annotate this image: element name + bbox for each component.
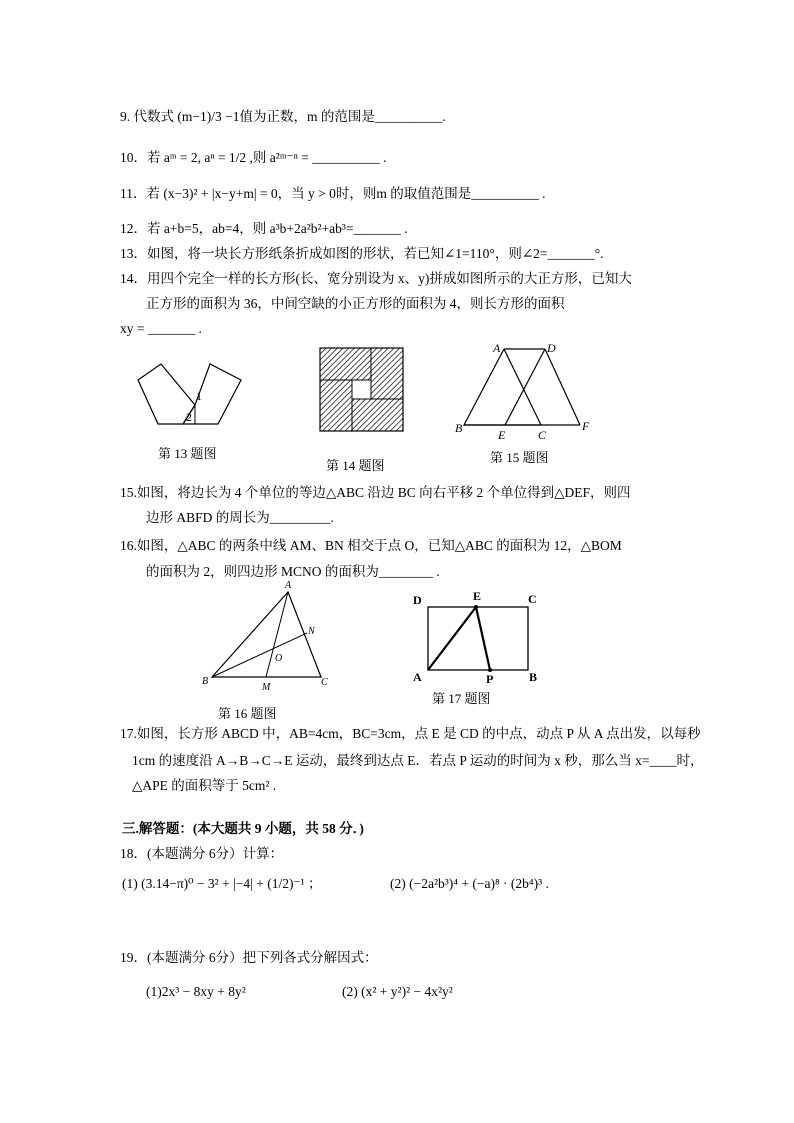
question-18: 18．(本题满分 6分）计算： — [120, 846, 284, 861]
fig15-label-F: F — [582, 419, 590, 433]
question-17-line1: 17.如图，长方形 ABCD 中，AB=4cm，BC=3cm，点 E 是 CD 的中点，动点 P 从 A 点出发，以每秒 — [120, 726, 701, 741]
question-12: 12．若 a+b=5，ab=4，则 a³b+2a²b²+ab³=_______ . — [120, 221, 408, 236]
section-3-heading: 三.解答题：(本大题共 9 小题，共 58 分．) — [122, 821, 364, 836]
fig16-label-C: C — [321, 677, 328, 688]
fig17-label-P: P — [486, 672, 494, 686]
figure-15 — [455, 340, 595, 440]
figure-14 — [320, 348, 403, 431]
question-17-line3: △APE 的面积等于 5cm² . — [132, 778, 277, 793]
fig16-label-N: N — [308, 626, 315, 637]
question-18-part1: (1) (3.14−π)⁰ − 3² + |−4| + (1/2)⁻¹ ； — [122, 876, 322, 891]
fig15-caption: 第 15 题图 — [490, 450, 549, 465]
question-13: 13．如图，将一块长方形纸条折成如图的形状，若已知∠1=110°，则∠2=_______°. — [120, 246, 604, 261]
fig13-label-1: 1 — [196, 389, 202, 403]
question-11: 11．若 (x−3)² + |x−y+m| = 0，当 y > 0时，则m 的取值范围是__________ . — [120, 186, 546, 201]
fig16-label-M: M — [262, 682, 271, 693]
question-14-line3: xy = _______ . — [120, 321, 202, 336]
fig17-label-B: B — [529, 670, 538, 684]
fig16-caption: 第 16 题图 — [218, 706, 277, 721]
question-9: 9. 代数式 (m−1)/3 −1值为正数，m 的范围是__________. — [120, 109, 446, 124]
fig13-caption: 第 13 题图 — [158, 446, 217, 461]
question-14-line1: 14．用四个完全一样的长方形(长、宽分别设为 x、y)拼成如图所示的大正方形，已知大 — [120, 271, 632, 286]
question-19-part1: (1)2x³ − 8xy + 8y² — [146, 984, 246, 999]
question-10: 10．若 aᵐ = 2, aⁿ = 1/2 ,则 a²ᵐ⁻ⁿ = __________ . — [120, 150, 387, 165]
figure-16 — [200, 578, 335, 693]
fig15-label-D: D — [547, 341, 556, 355]
question-18-part2: (2) (−2a²b³)⁴ + (−a)⁸ · (2b⁴)³ . — [390, 876, 549, 891]
fig17-label-A: A — [413, 670, 422, 684]
fig17-label-E: E — [473, 589, 482, 603]
question-17-line2: 1cm 的速度沿 A→B→C→E 运动，最终到达点 E．若点 P 运动的时间为 x 秒，那么当 x=____时， — [132, 753, 704, 768]
question-15-line2: 边形 ABFD 的周长为_________. — [146, 510, 334, 525]
fig16-label-A: A — [285, 580, 292, 591]
fig16-label-O: O — [275, 653, 283, 664]
question-16-line2: 的面积为 2，则四边形 MCNO 的面积为________ . — [146, 564, 440, 579]
fig15-label-B: B — [455, 421, 463, 435]
fig15-label-E: E — [498, 428, 506, 442]
figure-17 — [410, 590, 545, 685]
question-19: 19．(本题满分 6分）把下列各式分解因式： — [120, 950, 378, 965]
fig17-label-C: C — [528, 592, 537, 606]
figure-13 — [138, 360, 248, 430]
question-16-line1: 16.如图，△ABC 的两条中线 AM、BN 相交于点 O，已知△ABC 的面积为 12，△BOM — [120, 538, 622, 553]
question-15-line1: 15.如图，将边长为 4 个单位的等边△ABC 沿边 BC 向右平移 2 个单位得到△DEF，则四 — [120, 485, 631, 500]
question-19-part2: (2) (x² + y²)² − 4x²y² — [342, 984, 453, 999]
fig13-label-2: 2 — [186, 410, 192, 424]
question-14-line2: 正方形的面积为 36，中间空缺的小正方形的面积为 4，则长方形的面积 — [146, 296, 565, 311]
fig15-label-A: A — [493, 341, 501, 355]
fig17-label-D: D — [413, 593, 422, 607]
fig14-caption: 第 14 题图 — [326, 458, 385, 473]
fig17-caption: 第 17 题图 — [432, 691, 491, 706]
fig15-label-C: C — [538, 428, 547, 442]
fig16-label-B: B — [202, 676, 209, 687]
